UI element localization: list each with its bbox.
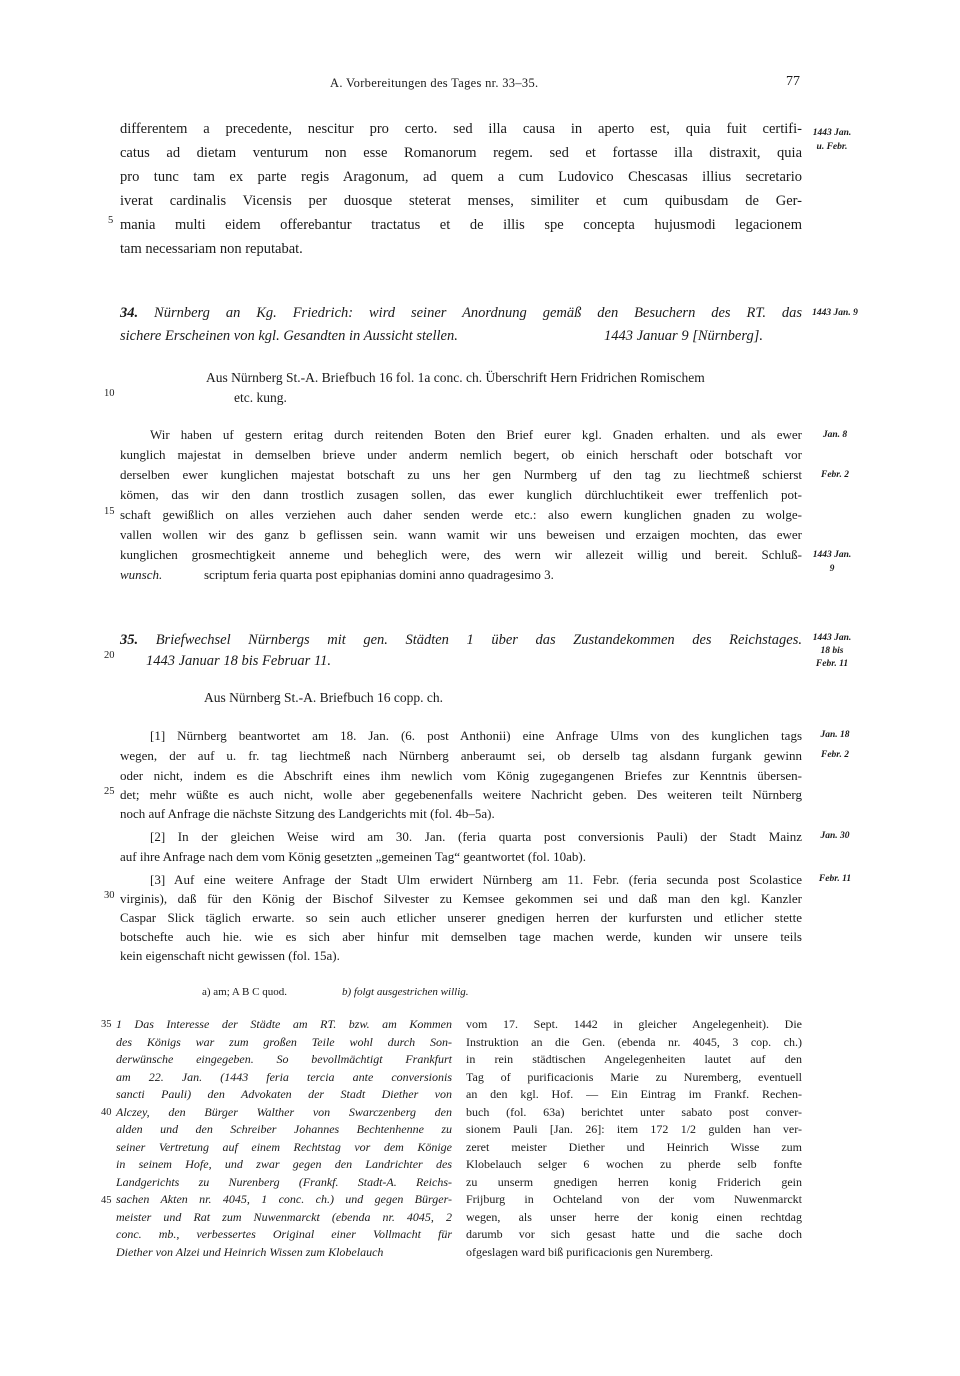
line-number: 20 (104, 650, 115, 661)
text-line: Caspar Slick täglich erwarte. so sein auch etlicher unserer gnedigen herren der kurfursten und etlicher stette (120, 910, 802, 925)
doc-title-line (120, 303, 802, 323)
text-line: mania multi eidem offerebantur tractatus et de illis spe concepta hujusmodi legacionem (120, 217, 802, 233)
page-number: 77 (786, 74, 800, 89)
text-line: [1] Nürnberg beantwortet am 18. Jan. (6. post Anthonii) eine Anfrage Ulms von des kunglichen tags (150, 728, 802, 743)
text-line: vallen wollen wir des ganz b geflissen sein. wann wamit wir uns beweisen und erzaigen mochten, das ewer (120, 527, 802, 542)
margin-date: Febr. 2 (821, 470, 849, 480)
footnote-line: sancti Pauli) den Advokaten der Stadt Diether von (116, 1087, 452, 1101)
footnote-column-left (116, 1016, 452, 1261)
text-line: pro tunc tam ex parte regis Aragonum, ad quem a cum Ludovico Chescasas illius secretario (120, 169, 802, 185)
line-number: 35 (101, 1019, 112, 1030)
text-line: wunsch. (120, 567, 163, 582)
footnote-line: in seinem Hofe, und zwar gegen den Landrichter des (116, 1157, 452, 1171)
apparatus-note: a) am; A B C quod. (202, 986, 287, 998)
footnote-line: Instruktion an die Gen. (ebenda nr. 4045, 3 cop. ch.) (466, 1034, 802, 1049)
doc-title-line (120, 630, 802, 650)
footnote-column-right (466, 1016, 802, 1261)
footnote-line: seiner Vertretung auf einem Rechtstag vor dem Könige (116, 1139, 452, 1154)
text-line: virginis), daß für den König der Bischof Silvester zu Kemsee gekommen sei und daß man den kgl. Kanzler (120, 891, 802, 906)
footnote-line: Landgerichts zu Nurenberg (Frankf. Stadt-A. Reichs- (116, 1174, 452, 1189)
text-line: noch auf Anfrage die nächste Sitzung des Landgerichts mit (fol. 4b–5a). (120, 806, 495, 821)
text-line: catus ad dietam venturum non esse Romanorum regem. sed et fortasse illa distraxit, quia (120, 145, 802, 161)
margin-date: 1443 Jan. 18 bis Febr. 11 (812, 633, 852, 669)
text-line: tam necessariam non reputabat. (120, 241, 303, 257)
line-number: 45 (101, 1195, 112, 1206)
text-line: Wir haben uf gestern eritag durch reitenden Boten den Brief eurer kgl. Gnaden erhalten. und als ewer (150, 427, 802, 442)
apparatus-note: b) folgt ausgestrichen willig. (342, 986, 469, 998)
doc-date: 1443 Januar 9 [Nürnberg]. (604, 328, 763, 344)
margin-date: Jan. 30 (820, 831, 850, 841)
source-line: Aus Nürnberg St.-A. Briefbuch 16 copp. ch. (204, 690, 443, 705)
text-line: differentem a precedente, nescitur pro certo. sed illa causa in aperto est, quia fuit certifi- (120, 121, 802, 137)
footnote-line: in rein städtischen Angelegenheiten lautet auf den (466, 1052, 802, 1066)
text-line: kömen, das wir den dann trostlich zusagen sollen, das ewer kunglich dürchluchtikeit ewer treffenlich pot- (120, 487, 802, 502)
footnote-line: Frijburg in Ochteland von der vom Nuwenmarckt (466, 1192, 802, 1206)
margin-date: Febr. 2 (821, 750, 849, 760)
doc-title: sichere Erscheinen von kgl. Gesandten in Aussicht stellen. (120, 328, 458, 344)
source-line: Aus Nürnberg St.-A. Briefbuch 16 fol. 1a conc. ch. Überschrift Hern Fridrichen Romischem (206, 370, 705, 385)
footnote-line: derwünsche eingegeben. So bevollmächtigt Frankfurt (116, 1052, 452, 1066)
doc-title: Nürnberg an Kg. Friedrich: wird seiner Anordnung gemäß den Besuchern des RT. das (154, 305, 802, 321)
margin-date: Febr. 11 (818, 874, 852, 884)
text-line: oder nicht, indem es die Abschrift eines ihm newlich vom König zugegangenen Briefes zur Kenntnis übersen- (120, 768, 802, 783)
footnote-line: Diether von Alzei und Heinrich Wissen zum Klobelauch (116, 1244, 384, 1259)
line-number: 30 (104, 890, 115, 901)
margin-date: Jan. 8 (822, 430, 848, 440)
source-line: etc. kung. (234, 390, 287, 405)
text-line: [3] Auf eine weitere Anfrage der Stadt Ulm erwidert Nürnberg am 11. Febr. (feria secunda post Scolastice (150, 872, 802, 887)
doc-number: 35. (120, 632, 139, 648)
footnote-line: wegen, als unser herre der konig einen rechtdag (466, 1209, 802, 1224)
footnote-line: Klobelauch selger 6 wochen zu pherde selb fonfte (466, 1157, 802, 1171)
doc-number: 34. (120, 305, 139, 321)
footnote-line: Tag of purificacionis Marie zu Nuremberg, eventuell (466, 1069, 802, 1084)
text-line: auf ihre Anfrage nach dem vom König gesetzten „gemeinen Tag“ geantwortet (fol. 10ab). (120, 849, 586, 864)
footnote-line: am 22. Jan. (1443 feria tercia ante conversionis (116, 1069, 452, 1084)
text-line: derselben ewer kunglichen majestat botschaft zu uns her gen Nurmberg uf den tag zu liechtmeß schierst (120, 467, 802, 482)
footnote-line: conc. mb., verbessertes Original einer Vollmacht für (116, 1227, 452, 1241)
text-line: botschefte auch hie. wie es sich aber hinfur mit demselben tage machen werde, kunden wir unsere teils (120, 929, 802, 944)
footnote-line: darumb vor sich gesast hatte und die sache doch (466, 1227, 802, 1241)
line-number: 15 (104, 506, 115, 517)
footnote-line: sachen Akten nr. 4045, 1 conc. ch.) und gegen Bürger- (116, 1192, 452, 1206)
line-number: 25 (104, 786, 115, 797)
text-line: iverat cardinalis Vicensis per duosque steterat menses, similiter et cum quibusdam de Ger- (120, 193, 802, 209)
margin-date: Jan. 18 (820, 730, 850, 740)
footnote-line: sionem Pauli [Jan. 26]: item 172 1/2 gulden han ver- (466, 1122, 802, 1136)
doc-title: Briefwechsel Nürnbergs mit gen. Städten 1 über das Zustandekommen des Reichstages. (155, 632, 802, 648)
line-number: 40 (101, 1107, 112, 1118)
margin-date: 1443 Jan. 9 (812, 308, 858, 318)
footnote-line: 1 Das Interesse der Städte am RT. bzw. am Kommen (116, 1017, 452, 1031)
footnote-line: an den kgl. Hof. — Ein Eintrag im Frankf. Rechen- (466, 1087, 802, 1101)
footnote-line: zu unserm gnedigen herren konig Friderich gein (466, 1174, 802, 1189)
text-line: det; mehr wüßte es auch nicht, wolle aber gegebenenfalls weitere Nachricht geben. Des weiteren teilt Nürnberg (120, 787, 802, 802)
line-number: 5 (108, 215, 114, 226)
footnote-line: buch (fol. 63a) berichtet unter sabato post conver- (466, 1104, 802, 1119)
text-line: scriptum feria quarta post epiphanias domini anno quadragesimo 3. (204, 567, 554, 582)
footnote-line: zeret meister Diether und Heinrich Wisse zum (466, 1139, 802, 1154)
footnote-line: alden und den Schreiber Johannes Bechtenhenne zu (116, 1122, 452, 1136)
footnote-line: ofgeslagen ward biß purificacionis gen Nuremberg. (466, 1244, 714, 1259)
text-line: wegen, der auf u. fr. tag liechtmeß nach Nürnberg anberaumt sei, ob derselb tag alsdann furgank gewinn (120, 748, 802, 763)
text-line: kunglichen grosmechtigkeit anneme und beheglich were, des wern wir allezeit willig und bereit. Schluß- (120, 547, 802, 562)
text-line: [2] In der gleichen Weise wird am 30. Jan. (feria quarta post conversionis Pauli) der Stadt Mainz (150, 829, 802, 844)
text-line: schaft gewißlich on alles verziehen auch daher senden werde etc.: also ewern kunglichen gnaden zu wolge- (120, 507, 802, 522)
footnote-line: meister und Rat zum Nuwenmarckt (ebenda nr. 4045, 2 (116, 1209, 452, 1224)
line-number: 10 (104, 388, 115, 399)
doc-title-line (120, 326, 802, 346)
footnote-line: Alczey, den Bürger Walther von Swarczenberg den (116, 1104, 452, 1119)
footnote-line: des Königs war zum großen Teile wohl durch Son- (116, 1034, 452, 1049)
footnote-line: vom 17. Sept. 1442 in gleicher Angelegenheit). Die (466, 1017, 802, 1031)
running-title: A. Vorbereitungen des Tages nr. 33–35. (330, 76, 539, 90)
margin-date: 1443 Jan. u. Febr. (812, 128, 852, 152)
doc-title-line: 1443 Januar 18 bis Februar 11. (146, 653, 332, 669)
margin-date: 1443 Jan. 9 (812, 550, 852, 574)
text-line: kein eigenschaft nicht gewissen (fol. 15a). (120, 948, 340, 963)
text-line: kunglich majestat in demselben brieve under anderm nemlich begert, ob einich herschaft oder botschaft vor (120, 447, 802, 462)
